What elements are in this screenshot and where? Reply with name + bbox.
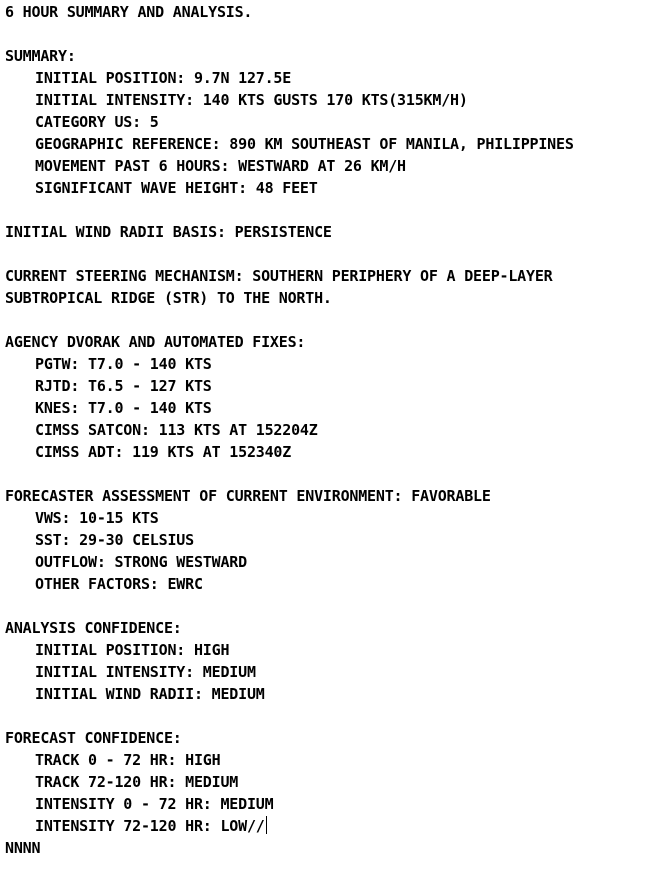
summary-wave-height: SIGNIFICANT WAVE HEIGHT: 48 FEET xyxy=(35,179,318,197)
blank-line xyxy=(5,705,660,727)
forecast-confidence-intensity-72-120: INTENSITY 72-120 HR: LOW// xyxy=(35,817,265,835)
environment-heading: FORECASTER ASSESSMENT OF CURRENT ENVIRONMENT: FAVORABLE xyxy=(5,487,491,505)
steering-mechanism-line-1: CURRENT STEERING MECHANISM: SOUTHERN PERIPHERY OF A DEEP-LAYER xyxy=(5,267,553,285)
fix-rjtd: RJTD: T6.5 - 127 KTS xyxy=(35,377,212,395)
analysis-confidence-heading: ANALYSIS CONFIDENCE: xyxy=(5,619,182,637)
summary-movement: MOVEMENT PAST 6 HOURS: WESTWARD AT 26 KM/H xyxy=(35,157,406,175)
document-header: 6 HOUR SUMMARY AND ANALYSIS. xyxy=(5,3,253,21)
text-cursor xyxy=(266,816,267,834)
fix-knes: KNES: T7.0 - 140 KTS xyxy=(35,399,212,417)
environment-vws: VWS: 10-15 KTS xyxy=(35,509,159,527)
fix-pgtw: PGTW: T7.0 - 140 KTS xyxy=(35,355,212,373)
analysis-confidence-wind-radii: INITIAL WIND RADII: MEDIUM xyxy=(35,685,265,703)
analysis-confidence-position: INITIAL POSITION: HIGH xyxy=(35,641,230,659)
blank-line xyxy=(5,463,660,485)
blank-line xyxy=(5,243,660,265)
forecast-confidence-intensity-72-120-row xyxy=(5,815,660,837)
environment-outflow: OUTFLOW: STRONG WESTWARD xyxy=(35,553,247,571)
fix-cimss-satcon: CIMSS SATCON: 113 KTS AT 152204Z xyxy=(35,421,318,439)
summary-initial-position: INITIAL POSITION: 9.7N 127.5E xyxy=(35,69,292,87)
summary-initial-intensity: INITIAL INTENSITY: 140 KTS GUSTS 170 KTS(315KM/H) xyxy=(35,91,468,109)
forecast-confidence-intensity-0-72: INTENSITY 0 - 72 HR: MEDIUM xyxy=(35,795,274,813)
forecast-confidence-track-0-72: TRACK 0 - 72 HR: HIGH xyxy=(35,751,221,769)
steering-mechanism-line-2: SUBTROPICAL RIDGE (STR) TO THE NORTH. xyxy=(5,289,332,307)
summary-category: CATEGORY US: 5 xyxy=(35,113,159,131)
summary-heading: SUMMARY: xyxy=(5,47,76,65)
blank-line xyxy=(5,595,660,617)
wind-radii-basis: INITIAL WIND RADII BASIS: PERSISTENCE xyxy=(5,223,332,241)
fixes-heading: AGENCY DVORAK AND AUTOMATED FIXES: xyxy=(5,333,306,351)
summary-geographic-reference: GEOGRAPHIC REFERENCE: 890 KM SOUTHEAST OF MANILA, PHILIPPINES xyxy=(35,135,574,153)
blank-line xyxy=(5,199,660,221)
environment-other-factors: OTHER FACTORS: EWRC xyxy=(35,575,203,593)
analysis-confidence-intensity: INITIAL INTENSITY: MEDIUM xyxy=(35,663,256,681)
blank-line xyxy=(5,23,660,45)
environment-sst: SST: 29-30 CELSIUS xyxy=(35,531,194,549)
end-marker: NNNN xyxy=(5,839,41,857)
blank-line xyxy=(5,309,660,331)
forecast-confidence-track-72-120: TRACK 72-120 HR: MEDIUM xyxy=(35,773,239,791)
fix-cimss-adt: CIMSS ADT: 119 KTS AT 152340Z xyxy=(35,443,292,461)
forecast-confidence-heading: FORECAST CONFIDENCE: xyxy=(5,729,182,747)
